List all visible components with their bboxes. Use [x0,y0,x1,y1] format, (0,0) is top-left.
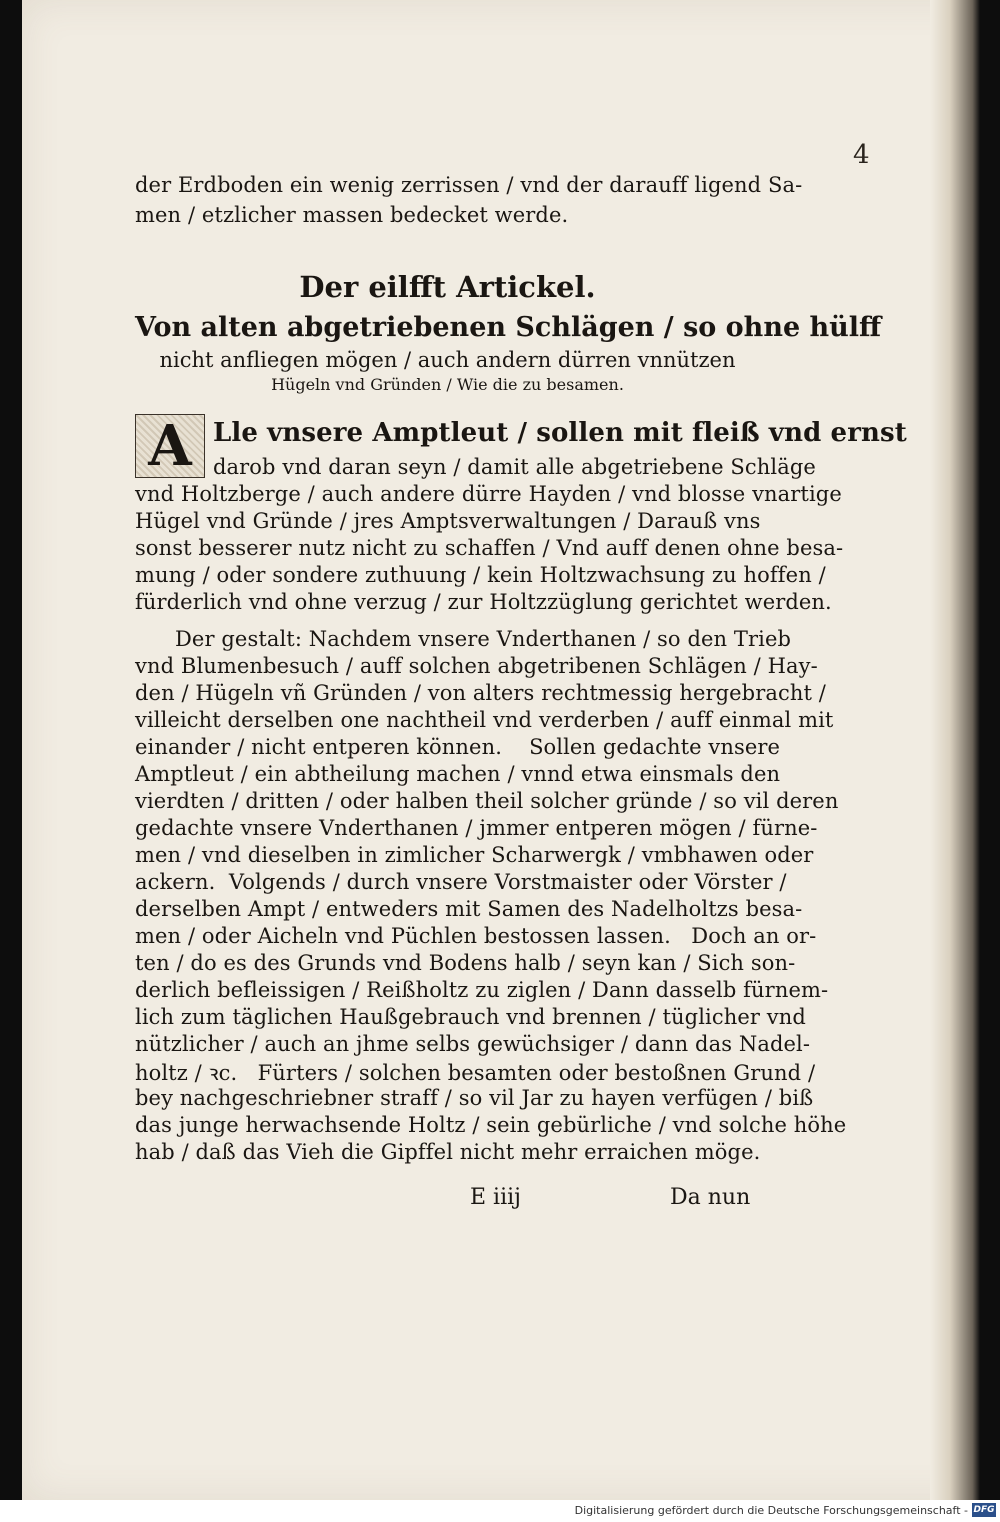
paragraph-line: Lle vnsere Amptleut / sollen mit fleiß vnd ernst [213,418,907,448]
paragraph-line: bey nachgeschriebner straff / so vil Jar zu hayen verfügen / biß [135,1086,814,1110]
article-subtitle-line: Hügeln vnd Gründen / Wie die zu besamen. [271,375,624,394]
paragraph-line: darob vnd daran seyn / damit alle abgetriebene Schläge [213,455,816,479]
article-subtitle-line: nicht anfliegen mögen / auch andern dürren vnnützen [159,348,736,372]
paragraph-line: das junge herwachsende Holtz / sein gebürliche / vnd solche höhe [135,1113,847,1137]
paragraph-line: nützlicher / auch an jhme selbs gewüchsiger / dann das Nadel- [135,1032,811,1056]
paragraph-line: Hügel vnd Gründe / jres Amptsverwaltungen / Darauß vns [135,509,761,533]
paragraph-line: mung / oder sondere zuthuung / kein Holtzwachsung zu hoffen / [135,563,826,587]
paragraph-line: Der gestalt: Nachdem vnsere Vnderthanen / so den Trieb [175,627,792,651]
paragraph-line: den / Hügeln vñ Gründen / von alters rechtmessig hergebracht / [135,681,826,705]
paragraph-line: gedachte vnsere Vnderthanen / jmmer entperen mögen / fürne- [135,816,818,840]
paragraph-line: derlich befleissigen / Reißholtz zu ziglen / Dann dasselb fürnem- [135,978,829,1002]
carryover-line: der Erdboden ein wenig zerrissen / vnd der darauff ligend Sa- [135,173,803,197]
paragraph-line: lich zum täglichen Haußgebrauch vnd brennen / tüglicher vnd [135,1005,806,1029]
paragraph-line: vnd Holtzberge / auch andere dürre Hayden / vnd blosse vnartige [135,482,842,506]
paragraph-line: men / vnd dieselben in zimlicher Scharwergk / vmbhawen oder [135,843,814,867]
paragraph-line: vnd Blumenbesuch / auff solchen abgetribenen Schlägen / Hay- [135,654,818,678]
paragraph-line: hab / daß das Vieh die Gipffel nicht mehr erraichen möge. [135,1140,761,1164]
signature-mark: E iiij [470,1185,521,1210]
paragraph-line: derselben Ampt / entweders mit Samen des Nadelholtzs besa- [135,897,803,921]
paragraph-line: vierdten / dritten / oder halben theil solcher gründe / so vil deren [135,789,839,813]
paragraph-line: villeicht derselben one nachtheil vnd verderben / auff einmal mit [135,708,834,732]
paragraph-line: holtz / ꝛc. Fürters / solchen besamten oder bestoßnen Grund / [135,1061,816,1085]
page-edge-shadow [930,0,980,1500]
page-number: 4 [853,140,870,170]
decorated-initial: A [135,414,205,478]
paragraph-line: einander / nicht entperen können. Sollen gedachte vnsere [135,735,781,759]
paragraph-line: sonst besserer nutz nicht zu schaffen / Vnd auff denen ohne besa- [135,536,844,560]
article-subtitle-line: Von alten abgetriebenen Schlägen / so ohne hülff [135,312,882,343]
carryover-line: men / etzlicher massen bedecket werde. [135,203,569,227]
article-heading: Der eilfft Artickel. [299,270,596,304]
catchword: Da nun [670,1185,751,1210]
footer-bar [0,1500,1000,1522]
paragraph-line: fürderlich vnd ohne verzug / zur Holtzzüglung gerichtet werden. [135,590,832,614]
paragraph-line: men / oder Aicheln vnd Püchlen bestossen lassen. Doch an or- [135,924,817,948]
paragraph-line: Amptleut / ein abtheilung machen / vnnd etwa einsmals den [135,762,781,786]
paragraph-line: ackern. Volgends / durch vnsere Vorstmaister oder Vörster / [135,870,787,894]
funding-credit: Digitalisierung gefördert durch die Deutsche Forschungsgemeinschaft - [574,1504,968,1517]
paragraph-line: ten / do es des Grunds vnd Bodens halb / seyn kan / Sich son- [135,951,796,975]
book-page [22,0,980,1500]
dfg-logo: DFG [973,1505,995,1515]
